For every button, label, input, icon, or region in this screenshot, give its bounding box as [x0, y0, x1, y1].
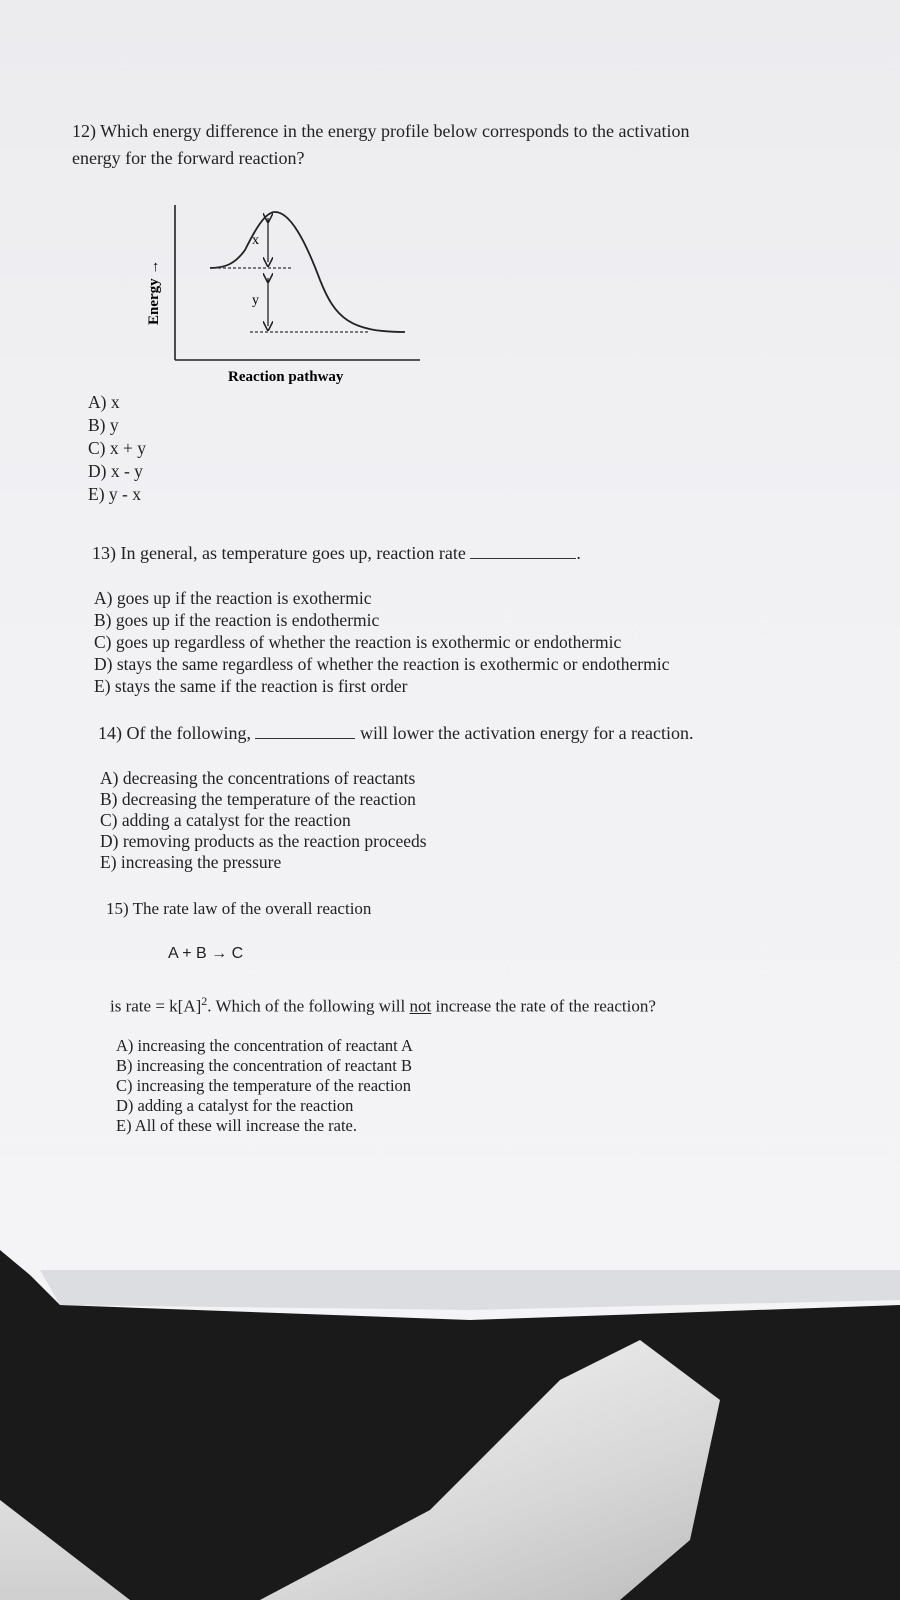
q12-option-a: A) x — [88, 392, 120, 412]
energy-profile-diagram — [130, 200, 450, 390]
q13-option-a: A) goes up if the reaction is exothermic — [94, 588, 372, 608]
q15-rate-not: not — [409, 996, 432, 1016]
q14-option-a: A) decreasing the concentrations of reactants — [100, 768, 416, 788]
q14-stem — [98, 722, 694, 744]
q12-option-b: B) y — [88, 415, 119, 435]
q15-rate-middle: . Which of the following will — [207, 996, 406, 1016]
q15-option-a: A) increasing the concentration of reactant A — [116, 1036, 413, 1055]
q13-stem-text: 13) In general, as temperature goes up, reaction rate — [92, 543, 466, 563]
x-axis-label: Reaction pathway — [228, 369, 344, 385]
q15-option-c: C) increasing the temperature of the reaction — [116, 1076, 412, 1095]
q15-stem: 15) The rate law of the overall reaction — [106, 899, 372, 918]
q15-rate-exponent: 2 — [201, 994, 208, 1008]
q13-option-b: B) goes up if the reaction is endothermic — [94, 610, 380, 630]
q15-option-e: E) All of these will increase the rate. — [116, 1116, 357, 1135]
q15-rate-line — [110, 990, 656, 1018]
q15-rate-suffix: increase the rate of the reaction? — [435, 996, 656, 1016]
q13-answer-blank — [470, 544, 576, 559]
y-axis-label: Energy → — [146, 259, 162, 325]
q14-option-c: C) adding a catalyst for the reaction — [100, 810, 351, 830]
q14-stem-start: 14) Of the following, — [98, 723, 251, 743]
q14-option-d: D) removing products as the reaction proceeds — [100, 831, 427, 851]
q12-stem-line1: 12) Which energy difference in the energy profile below corresponds to the activation — [72, 121, 690, 141]
q15-option-b: B) increasing the concentration of reactant B — [116, 1056, 412, 1075]
q13-stem — [92, 542, 581, 564]
q14-answer-blank — [255, 724, 355, 739]
q13-option-c: C) goes up regardless of whether the reaction is exothermic or endothermic — [94, 632, 622, 652]
q13-option-d: D) stays the same regardless of whether the reaction is exothermic or endothermic — [94, 654, 670, 674]
energy-curve — [210, 212, 405, 332]
q15-equation: A + B → C — [168, 945, 244, 962]
q13-option-e: E) stays the same if the reaction is first order — [94, 676, 408, 696]
q12-option-d: D) x - y — [88, 461, 143, 481]
label-x: x — [252, 233, 259, 248]
q14-option-b: B) decreasing the temperature of the reaction — [100, 789, 416, 809]
q14-stem-end: will lower the activation energy for a reaction. — [359, 723, 694, 743]
q15-rate-prefix: is rate = k[A] — [110, 996, 202, 1016]
white-cloth-corner — [0, 1440, 130, 1600]
q12-option-e: E) y - x — [88, 484, 141, 504]
white-cloth — [260, 1340, 720, 1600]
label-y: y — [252, 293, 259, 308]
q13-stem-end: . — [576, 543, 581, 563]
q14-option-e: E) increasing the pressure — [100, 852, 282, 872]
q12-option-c: C) x + y — [88, 438, 146, 458]
q15-option-d: D) adding a catalyst for the reaction — [116, 1096, 354, 1115]
q12-stem-line2: energy for the forward reaction? — [72, 148, 305, 168]
